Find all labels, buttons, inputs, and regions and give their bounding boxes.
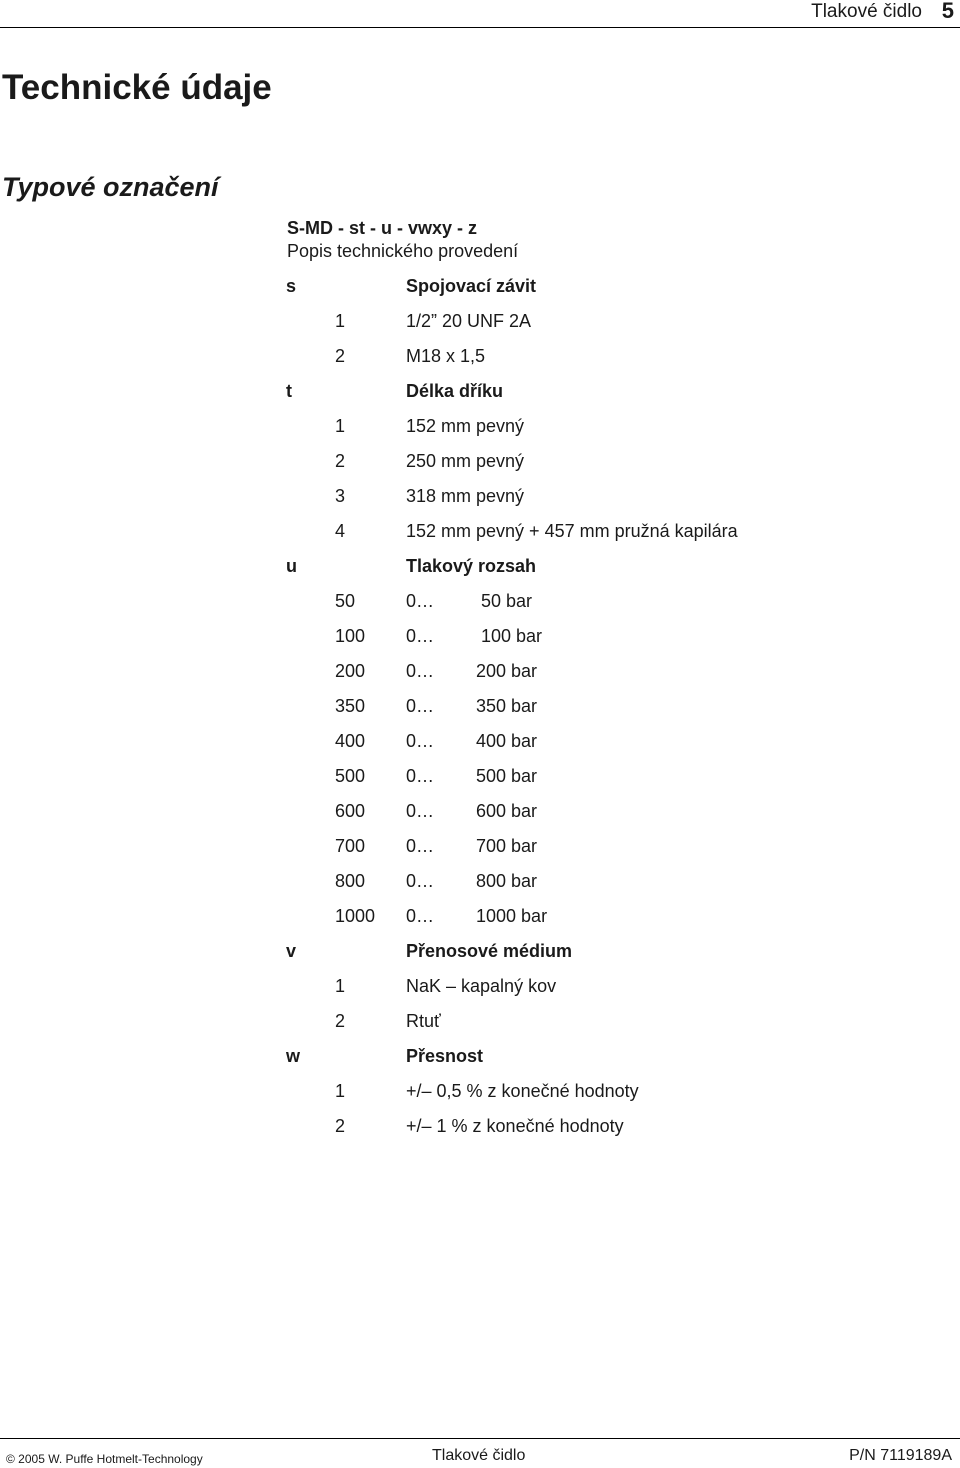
spec-code: 200 xyxy=(335,661,366,681)
spec-key: s xyxy=(286,276,297,296)
spec-range-end: 800 bar xyxy=(476,871,538,891)
spec-option-text: +/– 1 % z konečné hodnoty xyxy=(406,1116,624,1136)
spec-option-row xyxy=(0,726,960,756)
spec-option-text: 0… xyxy=(406,801,435,821)
spec-section-row xyxy=(0,551,960,581)
spec-section-title: Délka dříku xyxy=(406,381,504,401)
spec-code: 800 xyxy=(335,871,366,891)
spec-option-row xyxy=(0,481,960,511)
spec-option-text: 0… xyxy=(406,661,435,681)
page-title: Technické údaje xyxy=(2,68,272,107)
spec-option-text: 152 mm pevný xyxy=(406,416,525,436)
spec-option-text: NaK – kapalný kov xyxy=(406,976,557,996)
spec-range-end: 50 bar xyxy=(476,591,533,611)
spec-range-end: 1000 bar xyxy=(476,906,548,926)
spec-option-text: 318 mm pevný xyxy=(406,486,525,506)
spec-section-title: Přesnost xyxy=(406,1046,484,1066)
footer-title: Tlakové čidlo xyxy=(432,1447,526,1464)
spec-code: 1000 xyxy=(335,906,376,926)
spec-code: 2 xyxy=(335,1011,346,1031)
spec-section-row xyxy=(0,936,960,966)
spec-code: 1 xyxy=(335,311,346,331)
spec-option-row xyxy=(0,306,960,336)
spec-code: 3 xyxy=(335,486,346,506)
spec-range-end: 350 bar xyxy=(476,696,538,716)
spec-section-row xyxy=(0,1041,960,1071)
spec-code: 2 xyxy=(335,1116,346,1136)
spec-range-end: 700 bar xyxy=(476,836,538,856)
header-divider xyxy=(0,27,960,28)
spec-option-text: M18 x 1,5 xyxy=(406,346,486,366)
spec-option-text: 0… xyxy=(406,626,435,646)
spec-option-row xyxy=(0,1006,960,1036)
spec-section-title: Tlakový rozsah xyxy=(406,556,537,576)
spec-range-end: 400 bar xyxy=(476,731,538,751)
page-number: 5 xyxy=(941,0,954,23)
spec-code: 50 xyxy=(335,591,356,611)
spec-range-end: 600 bar xyxy=(476,801,538,821)
spec-option-text: 1/2” 20 UNF 2A xyxy=(406,311,532,331)
spec-key: w xyxy=(286,1046,301,1066)
spec-option-text: 0… xyxy=(406,696,435,716)
spec-option-row xyxy=(0,691,960,721)
spec-section-row xyxy=(0,376,960,406)
spec-option-row xyxy=(0,411,960,441)
spec-code: 1 xyxy=(335,976,346,996)
spec-option-row xyxy=(0,586,960,616)
spec-option-text: 0… xyxy=(406,906,435,926)
spec-option-row xyxy=(0,446,960,476)
footer-divider xyxy=(0,1438,960,1439)
spec-range-end: 200 bar xyxy=(476,661,538,681)
spec-code: 2 xyxy=(335,451,346,471)
spec-option-text: 0… xyxy=(406,871,435,891)
spec-section-title: Přenosové médium xyxy=(406,941,573,961)
spec-option-row xyxy=(0,761,960,791)
type-code: S-MD - st - u - vwxy - z xyxy=(287,218,478,238)
spec-range-end: 100 bar xyxy=(476,626,543,646)
spec-option-row xyxy=(0,971,960,1001)
spec-section-title: Spojovací závit xyxy=(406,276,537,296)
spec-code: 4 xyxy=(335,521,346,541)
spec-section-row xyxy=(0,271,960,301)
spec-key: t xyxy=(286,381,292,401)
spec-option-row xyxy=(0,1111,960,1141)
spec-option-row xyxy=(0,796,960,826)
spec-option-row xyxy=(0,1076,960,1106)
spec-option-text: +/– 0,5 % z konečné hodnoty xyxy=(406,1081,639,1101)
spec-option-text: 0… xyxy=(406,591,435,611)
spec-code: 1 xyxy=(335,1081,346,1101)
section-heading: Typové označení xyxy=(2,172,219,202)
spec-code: 2 xyxy=(335,346,346,366)
spec-code: 100 xyxy=(335,626,366,646)
spec-option-text: Rtuť xyxy=(406,1011,441,1031)
spec-option-text: 0… xyxy=(406,836,435,856)
spec-code: 400 xyxy=(335,731,366,751)
spec-key: v xyxy=(286,941,297,961)
footer-part-number: P/N 7119189A xyxy=(849,1447,952,1464)
footer-copyright: © 2005 W. Puffe Hotmelt-Technology xyxy=(6,1452,203,1466)
spec-code: 1 xyxy=(335,416,346,436)
type-code-description: Popis technického provedení xyxy=(287,241,519,261)
spec-option-text: 0… xyxy=(406,766,435,786)
spec-code: 600 xyxy=(335,801,366,821)
spec-option-text: 250 mm pevný xyxy=(406,451,525,471)
spec-code: 350 xyxy=(335,696,366,716)
spec-option-row xyxy=(0,516,960,546)
spec-option-row xyxy=(0,656,960,686)
spec-code: 500 xyxy=(335,766,366,786)
spec-option-row xyxy=(0,901,960,931)
header-title: Tlakové čidlo xyxy=(811,1,922,22)
spec-option-row xyxy=(0,341,960,371)
spec-option-text: 0… xyxy=(406,731,435,751)
spec-range-end: 500 bar xyxy=(476,766,538,786)
spec-option-row xyxy=(0,621,960,651)
spec-code: 700 xyxy=(335,836,366,856)
spec-option-text: 152 mm pevný + 457 mm pružná kapilára xyxy=(406,521,738,541)
spec-option-row xyxy=(0,866,960,896)
spec-key: u xyxy=(286,556,297,576)
spec-option-row xyxy=(0,831,960,861)
